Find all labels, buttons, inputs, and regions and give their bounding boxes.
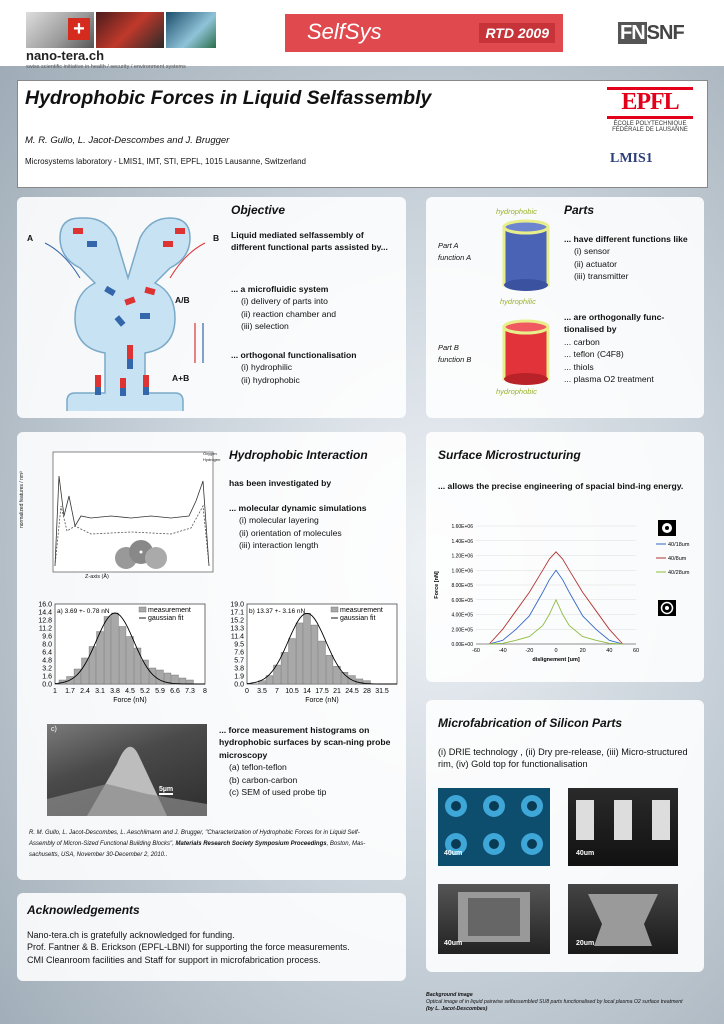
y-tick-label: 3.8 xyxy=(234,665,244,673)
parts-panel xyxy=(426,197,704,418)
reference-line2 xyxy=(29,839,399,850)
background-caption-line1: Optical image of in liquid pairwise selfassembled SU8 parts functionalised by local plasma O2 surface treatment xyxy=(426,999,683,1005)
histogram-bar xyxy=(119,627,126,685)
series-line xyxy=(489,552,622,644)
y-tick-label: 12.8 xyxy=(38,617,52,625)
microfab-image-3 xyxy=(438,884,550,954)
fns-logo xyxy=(618,22,684,45)
background-caption xyxy=(426,992,716,1013)
epfl-subtitle-2: FÉDÉRALE DE LAUSANNE xyxy=(612,127,688,133)
objective-point1-title: ... a microfluidic system xyxy=(231,284,329,294)
nanotera-tagline: swiss scientific initiative in health / security / environment systems xyxy=(26,64,186,70)
x-tick-label: 5.9 xyxy=(155,688,165,695)
objective-point2-item: (ii) hydrophobic xyxy=(241,374,300,385)
histogram-bar xyxy=(326,655,333,684)
scale-bar: 40um xyxy=(444,940,463,947)
parts-point1 xyxy=(564,233,699,283)
objective-point2-item: (i) hydrophilic xyxy=(241,362,293,373)
microfab-image-2 xyxy=(568,788,678,866)
label-b: B xyxy=(213,233,220,243)
reference-journal: Materials Research Society Symposium Proceedings xyxy=(173,841,327,847)
histogram-bar xyxy=(82,658,89,684)
hydrophobic-point1-item: (i) molecular layering xyxy=(239,515,319,526)
x-axis-label: Force (nN) xyxy=(113,697,147,704)
y-tick-label: 16.0 xyxy=(38,601,52,609)
parts-point1-item: (ii) actuator xyxy=(574,258,617,269)
legend-entry: 40/8um xyxy=(668,556,687,562)
project-name: SelfSys xyxy=(307,19,382,44)
y-tick-label: 0.0 xyxy=(42,681,52,689)
parts-heading: Parts xyxy=(564,203,595,217)
histogram-bar xyxy=(334,666,341,684)
x-tick-label: 3.1 xyxy=(95,688,105,695)
parts-point2 xyxy=(564,311,699,385)
hydrophobic-bottom-label: hydrophobic xyxy=(496,387,537,396)
histogram-label: a) 3.69 +- 0.78 nN xyxy=(57,608,110,615)
epfl-logo xyxy=(607,87,693,135)
x-tick-label: 1 xyxy=(53,688,57,695)
y-tick-label: 4.00E+05 xyxy=(451,612,473,619)
histogram-bar xyxy=(112,613,119,684)
hydrophobic-point2-item: (b) carbon-carbon xyxy=(229,774,298,785)
x-tick-label: 6.6 xyxy=(170,688,180,695)
x-axis-label: Force (nN) xyxy=(305,697,339,704)
histogram-bar xyxy=(319,641,326,684)
y-tick-label: 17.1 xyxy=(230,609,244,617)
objective-point1-item: (i) delivery of parts into xyxy=(241,296,328,307)
parts-point1-item: (i) sensor xyxy=(574,246,610,257)
objective-point1-item: (ii) reaction chamber and xyxy=(241,308,337,319)
parts-point2-item: ... teflon (C4F8) xyxy=(564,349,624,360)
scale-bar: 40um xyxy=(444,850,463,857)
microfab-image-4 xyxy=(568,884,678,954)
parts-point1-title: ... have different functions like xyxy=(564,234,688,244)
title-box xyxy=(17,80,708,188)
histogram-bar xyxy=(296,623,303,684)
y-tick-label: 8.00E+05 xyxy=(451,583,473,589)
ack-line: Nano-tera.ch is gratefully acknowledged for funding. xyxy=(27,930,235,940)
histogram-bar xyxy=(127,637,134,685)
hydrophobic-point1-item: (iii) interaction length xyxy=(239,540,319,551)
reference-line2-end: , Boston, Mas- xyxy=(326,841,366,847)
label-a-plus-b: A+B xyxy=(172,373,190,383)
y-tick-label: 9.6 xyxy=(42,633,52,641)
pattern-icon-2-dot xyxy=(665,606,669,610)
y-tick-label: 1.6 xyxy=(42,673,52,681)
parts-point2-item: ... thiols xyxy=(564,361,594,372)
legend-swatch-measurement xyxy=(331,607,338,612)
x-tick-label: 3.8 xyxy=(110,688,120,695)
ack-heading: Acknowledgements xyxy=(27,903,140,917)
legend-gaussian-fit: gaussian fit xyxy=(148,615,184,622)
label-a: A xyxy=(27,233,34,243)
x-tick-label: 0 xyxy=(245,688,249,695)
x-tick-label: 7 xyxy=(275,688,279,695)
x-tick-label: 20 xyxy=(579,648,586,654)
x-tick-label: 28 xyxy=(363,688,371,695)
hydrophilic-label: hydrophilic xyxy=(500,297,536,306)
objective-point1 xyxy=(231,283,396,333)
ack-panel xyxy=(17,893,406,981)
y-tick-label: 7.6 xyxy=(234,649,244,657)
y-tick-label: 19.0 xyxy=(230,601,244,609)
fns-left: FN xyxy=(620,22,645,44)
y-tick-label: 5.7 xyxy=(234,657,244,665)
scale-bar: 20um xyxy=(576,940,595,947)
part-a-function: function A xyxy=(438,253,472,262)
hydrophobic-panel xyxy=(17,432,406,880)
x-tick-label: -60 xyxy=(472,648,480,654)
hydrophobic-line1: has been investigated by xyxy=(229,478,332,488)
hydrophobic-point2-title: ... force measurement histograms on hydrophobic surfaces by scan-ning probe microscopy xyxy=(219,725,391,760)
histogram-bar xyxy=(134,648,141,684)
sem-label: c) xyxy=(51,726,57,733)
x-tick-label: 31.5 xyxy=(375,688,389,695)
legend-gaussian-fit: gaussian fit xyxy=(340,615,376,622)
surface-panel xyxy=(426,432,704,682)
affiliation: Microsystems laboratory - LMIS1, IMT, STI, EPFL, 1015 Lausanne, Switzerland xyxy=(25,157,306,166)
y-tick-label: 1.9 xyxy=(234,673,244,681)
x-tick-label: 40 xyxy=(606,648,613,654)
parts-point1-item: (iii) transmitter xyxy=(574,271,629,282)
histogram-bar xyxy=(187,680,194,684)
x-tick-label: 0 xyxy=(554,648,558,654)
y-tick-label: 1.40E+06 xyxy=(451,538,473,545)
part-a-label: Part A xyxy=(438,241,459,250)
histogram-bar xyxy=(157,670,164,684)
y-tick-label: 1.60E+06 xyxy=(451,524,473,530)
x-tick-label: 21 xyxy=(333,688,341,695)
part-b-function: function B xyxy=(438,355,472,364)
objective-heading: Objective xyxy=(231,203,286,217)
y-tick-label: 3.2 xyxy=(42,665,52,673)
scale-bar: 40um xyxy=(576,850,595,857)
y-tick-label: 11.4 xyxy=(230,633,244,641)
legend-swatch-measurement xyxy=(139,607,146,612)
reference-line2-start: Assembly of Micron-Sized Functional Building Blocks", xyxy=(29,841,174,847)
nanotera-photo-2 xyxy=(96,12,164,48)
pattern-icon-1-dot xyxy=(665,526,669,530)
y-tick-label: 13.3 xyxy=(230,625,244,633)
x-axis-label: dislignement [um] xyxy=(532,657,580,663)
parts-cylinders xyxy=(498,219,554,389)
parts-point2-item: ... carbon xyxy=(564,336,600,347)
y-tick-label: 6.00E+05 xyxy=(451,597,473,604)
y-tick-label: 0.0 xyxy=(234,681,244,689)
objective-panel xyxy=(17,197,406,418)
part-b-label: Part B xyxy=(438,343,459,352)
rtd-badge: RTD 2009 xyxy=(479,23,555,43)
x-tick-label: 14 xyxy=(303,688,311,695)
nanotera-logo xyxy=(26,12,216,70)
x-tick-label: 60 xyxy=(632,648,640,654)
sem-scale: 5µm xyxy=(159,786,174,793)
histogram-label: b) 13.37 +- 3.16 nN xyxy=(249,608,306,615)
hydrophobic-point2 xyxy=(219,724,401,798)
hydrophobic-point1 xyxy=(229,502,399,552)
epfl-wordmark: EPFL xyxy=(607,87,693,119)
header-bar xyxy=(0,0,724,70)
x-tick-label: 1.7 xyxy=(65,688,75,695)
hydrophobic-point1-title: ... molecular dynamic simulations xyxy=(229,503,367,513)
legend-measurement: measurement xyxy=(148,607,191,614)
histogram-bar xyxy=(179,678,186,684)
microfab-line: (i) DRIE technology , (ii) Dry pre-release, (iii) Micro-structured rim, (iv) Gold top for functionalisation xyxy=(438,747,688,770)
force-line-chart xyxy=(430,520,700,680)
histogram-bar xyxy=(104,617,111,685)
microfluidic-diagram xyxy=(25,203,225,411)
reference-line3: sachusetts, USA, November 30-December 2, 2010.. xyxy=(29,852,168,858)
histogram-bar xyxy=(311,625,318,684)
surface-heading: Surface Microstructuring xyxy=(438,448,581,462)
epfl-subtitle-1: ÉCOLE POLYTECHNIQUE xyxy=(613,121,687,127)
x-tick-label: 5.2 xyxy=(140,688,150,695)
surface-line: ... allows the precise engineering of spacial bind-ing energy. xyxy=(438,481,684,491)
y-tick-label: 9.5 xyxy=(234,641,244,649)
histogram-bar xyxy=(97,632,104,685)
x-tick-label: 10.5 xyxy=(285,688,299,695)
sim-ylabel: normalized features / nm³ xyxy=(19,471,25,528)
x-tick-label: -20 xyxy=(525,648,534,654)
y-tick-label: 1.20E+06 xyxy=(451,553,473,560)
legend-measurement: measurement xyxy=(340,607,383,614)
microfab-image-1 xyxy=(438,788,550,866)
y-tick-label: 15.2 xyxy=(230,617,244,625)
x-tick-label: 24.5 xyxy=(345,688,359,695)
histogram-bar xyxy=(281,652,288,684)
y-tick-label: 6.4 xyxy=(42,649,52,657)
nanotera-name: nano-tera.ch xyxy=(26,48,105,63)
objective-point2 xyxy=(231,349,396,386)
authors: M. R. Gullo, L. Jacot-Descombes and J. Brugger xyxy=(25,135,230,146)
sim-xlabel: Z-axis (Å) xyxy=(85,574,109,580)
series-line xyxy=(489,600,622,644)
y-tick-label: 0.00E+00 xyxy=(451,642,473,648)
y-tick-label: 4.8 xyxy=(42,657,52,665)
parts-point2-title: ... are orthogonally func-tionalised by xyxy=(564,312,665,335)
ack-line: CMI Cleanroom facilities and Staff for support in microfabrication process. xyxy=(27,954,321,965)
series-line xyxy=(489,570,622,644)
histogram-bar xyxy=(172,675,179,684)
sim-legend-hydrogen: Hydrogen xyxy=(203,457,221,462)
hydrophobic-point2-item: (a) teflon-teflon xyxy=(229,762,287,773)
microfab-panel xyxy=(426,700,704,972)
label-a-or-b: A/B xyxy=(175,295,190,305)
microfab-heading: Microfabrication of Silicon Parts xyxy=(438,716,623,730)
y-tick-label: 8.0 xyxy=(42,641,52,649)
objective-intro: Liquid mediated selfassembly of different functional parts assisted by... xyxy=(231,230,388,253)
hydrophobic-heading: Hydrophobic Interaction xyxy=(229,448,368,462)
reference-line1: R. M. Gullo, L. Jacot-Descombes, L. Aeschlimann and J. Brugger, "Characterization of Hydrophobic Forces for in Liquid Self- xyxy=(29,830,360,836)
objective-point2-title: ... orthogonal functionalisation xyxy=(231,350,357,360)
x-tick-label: 4.5 xyxy=(125,688,135,695)
x-tick-label: 17.5 xyxy=(315,688,329,695)
x-tick-label: -40 xyxy=(498,648,507,654)
histogram-bar xyxy=(304,613,311,684)
x-tick-label: 7.3 xyxy=(185,688,195,695)
x-tick-label: 8 xyxy=(203,688,207,695)
background-caption-line2: (by L. Jacot-Descombes) xyxy=(426,1006,488,1012)
sem-probe-image xyxy=(47,724,207,816)
y-axis-label: Force [nN] xyxy=(434,571,440,599)
poster-title: Hydrophobic Forces in Liquid Selfassembly xyxy=(25,87,432,109)
histogram-bar xyxy=(89,647,96,685)
histogram-bar xyxy=(149,668,156,684)
ack-line: Prof. Fantner & B. Erickson (EPFL-LBNI) for supporting the force measurements. xyxy=(27,942,350,953)
hydrophobic-point1-item: (ii) orientation of molecules xyxy=(239,527,342,538)
y-tick-label: 2.00E+05 xyxy=(451,627,473,634)
y-tick-label: 14.4 xyxy=(38,609,52,617)
objective-point1-item: (iii) selection xyxy=(241,321,289,332)
swiss-cross-icon: + xyxy=(68,18,90,40)
sem-probe-shape xyxy=(47,724,207,816)
project-banner xyxy=(285,14,563,52)
hydrophobic-top-label: hydrophobic xyxy=(496,207,537,216)
lmis-logo: LMIS1 xyxy=(610,151,653,166)
x-tick-label: 2.4 xyxy=(80,688,90,695)
histogram-a xyxy=(25,598,215,710)
y-tick-label: 11.2 xyxy=(38,625,52,633)
fns-right: SNF xyxy=(646,22,684,44)
background-caption-title: Background image xyxy=(426,992,473,998)
legend-entry: 40/28um xyxy=(668,570,690,576)
hydrophobic-point2-item: (c) SEM of used probe tip xyxy=(229,787,327,798)
nanotera-photo-3 xyxy=(166,12,216,48)
sim-legend-oxygen: Oxygen xyxy=(203,451,217,456)
simulation-plot xyxy=(31,446,221,596)
ack-text xyxy=(27,929,402,966)
histogram-bar xyxy=(289,639,296,684)
reference xyxy=(29,828,399,861)
x-tick-label: 3.5 xyxy=(257,688,267,695)
histogram-b xyxy=(217,598,402,710)
legend-entry: 40/18um xyxy=(668,542,690,548)
y-tick-label: 1.00E+06 xyxy=(451,568,473,575)
parts-point2-item: ... plasma O2 treatment xyxy=(564,374,654,385)
